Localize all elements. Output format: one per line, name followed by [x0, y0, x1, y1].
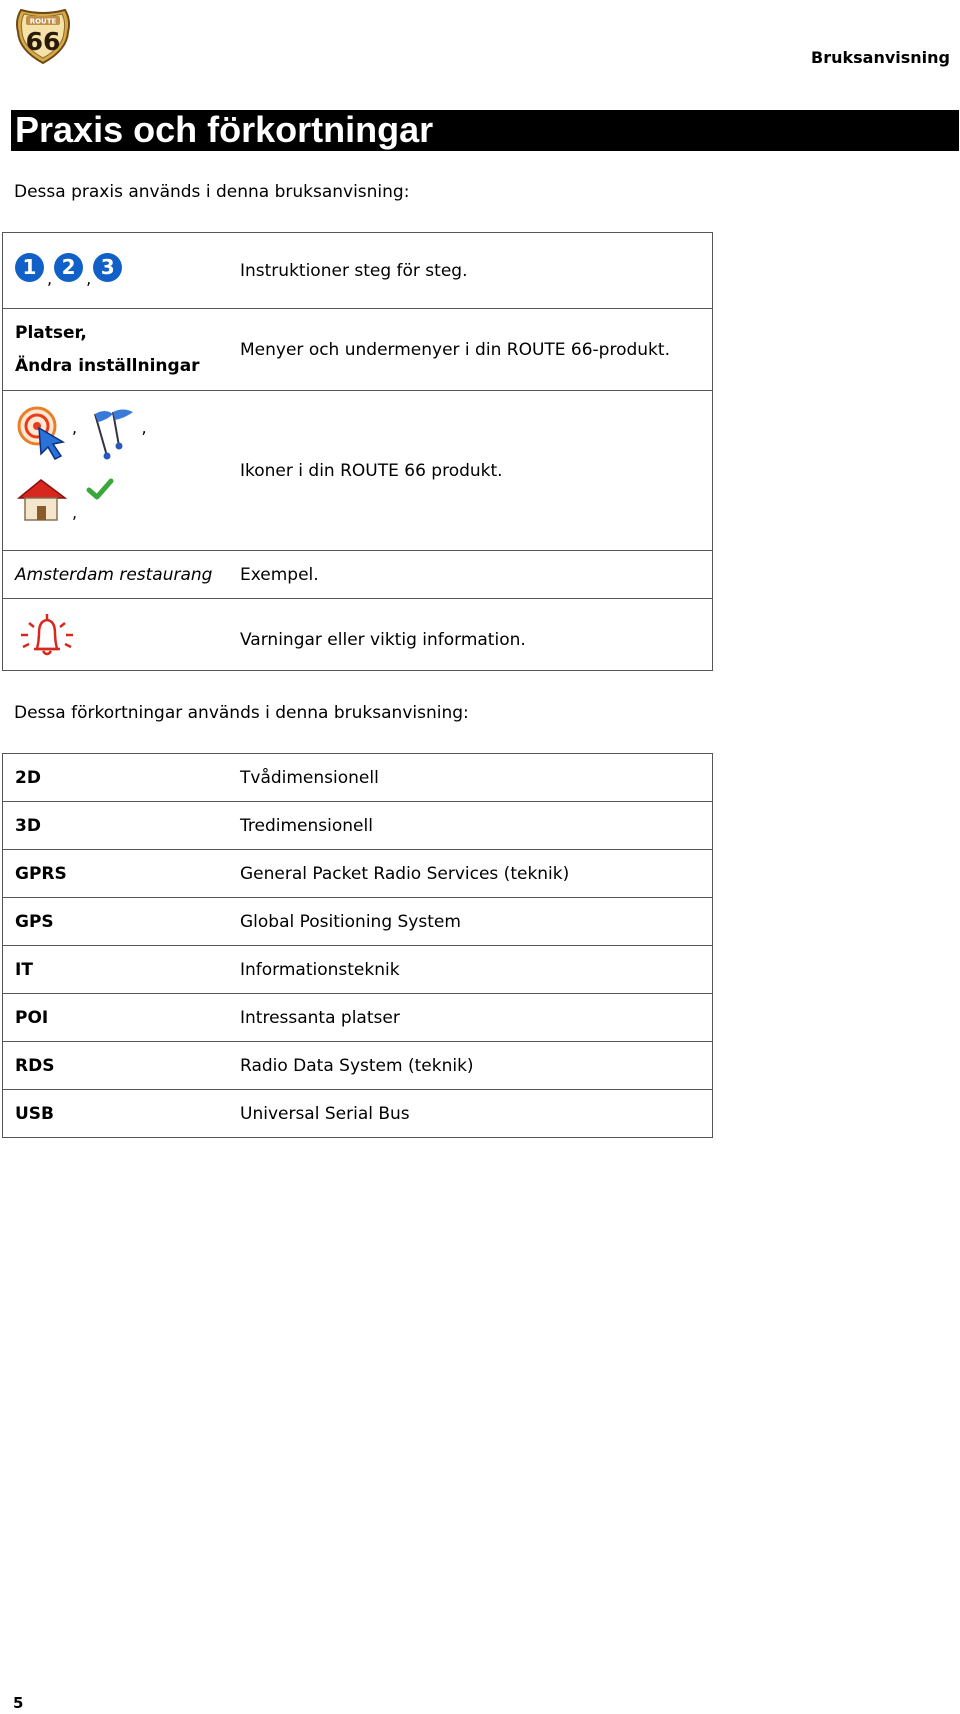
meaning-cell: Global Positioning System: [228, 898, 713, 946]
svg-text:ROUTE: ROUTE: [29, 17, 57, 26]
step-1-icon: 1: [15, 253, 44, 282]
checkmark-icon: [85, 474, 115, 504]
conventions-table: [2, 232, 713, 671]
route66-logo: [13, 6, 73, 66]
svg-text:66: 66: [25, 27, 61, 56]
abbr-cell: 2D: [3, 754, 229, 802]
menu-term-line2: Ändra inställningar: [15, 355, 200, 376]
example-term-cell: Amsterdam restaurang: [3, 551, 229, 599]
table-row: [3, 233, 713, 309]
document-title: Bruksanvisning: [811, 48, 950, 67]
table-row: [3, 1090, 713, 1138]
desc-cell: Instruktioner steg för steg.: [228, 233, 713, 309]
table-row: [3, 850, 713, 898]
target-cursor-icon: [15, 406, 69, 460]
table-row: [3, 309, 713, 391]
abbr-cell: POI: [3, 994, 229, 1042]
desc-cell: Exempel.: [228, 551, 713, 599]
meaning-cell: Radio Data System (teknik): [228, 1042, 713, 1090]
table-row: [3, 1042, 713, 1090]
desc-cell: Menyer och undermenyer i din ROUTE 66-produkt.: [228, 309, 713, 391]
desc-cell: Varningar eller viktig information.: [228, 599, 713, 671]
menu-term-line1: Platser,: [15, 322, 87, 343]
home-icon: [15, 474, 69, 528]
table-row: [3, 599, 713, 671]
abbreviations-table: [2, 753, 713, 1138]
page-number: 5: [13, 1694, 24, 1712]
step-2-icon: 2: [54, 253, 83, 282]
table-row: [3, 946, 713, 994]
table-row: [3, 802, 713, 850]
meaning-cell: Tredimensionell: [228, 802, 713, 850]
table-row: [3, 994, 713, 1042]
meaning-cell: Tvådimensionell: [228, 754, 713, 802]
abbr-cell: GPS: [3, 898, 229, 946]
table-row: [3, 898, 713, 946]
page-title: Praxis och förkortningar: [15, 109, 434, 150]
table-row: [3, 551, 713, 599]
abbr-cell: IT: [3, 946, 229, 994]
abbr-cell: RDS: [3, 1042, 229, 1090]
warning-icon-cell: [3, 599, 229, 671]
meaning-cell: General Packet Radio Services (teknik): [228, 850, 713, 898]
step-icons-cell: 1 , 2 , 3: [3, 233, 229, 309]
product-icons-cell: , , ,: [3, 391, 229, 551]
abbr-cell: USB: [3, 1090, 229, 1138]
alarm-bell-icon: [15, 611, 79, 659]
meaning-cell: Informationsteknik: [228, 946, 713, 994]
meaning-cell: Intressanta platser: [228, 994, 713, 1042]
flags-icon: [85, 406, 139, 460]
title-bar: [11, 110, 959, 151]
desc-cell: Ikoner i din ROUTE 66 produkt.: [228, 391, 713, 551]
abbr-cell: 3D: [3, 802, 229, 850]
conventions-intro: Dessa praxis används i denna bruksanvisning:: [14, 182, 410, 202]
step-3-icon: 3: [93, 253, 122, 282]
abbreviations-intro: Dessa förkortningar används i denna bruksanvisning:: [14, 703, 469, 723]
menu-term-cell: [3, 309, 229, 391]
table-row: [3, 391, 713, 551]
abbr-cell: GPRS: [3, 850, 229, 898]
meaning-cell: Universal Serial Bus: [228, 1090, 713, 1138]
table-row: [3, 754, 713, 802]
